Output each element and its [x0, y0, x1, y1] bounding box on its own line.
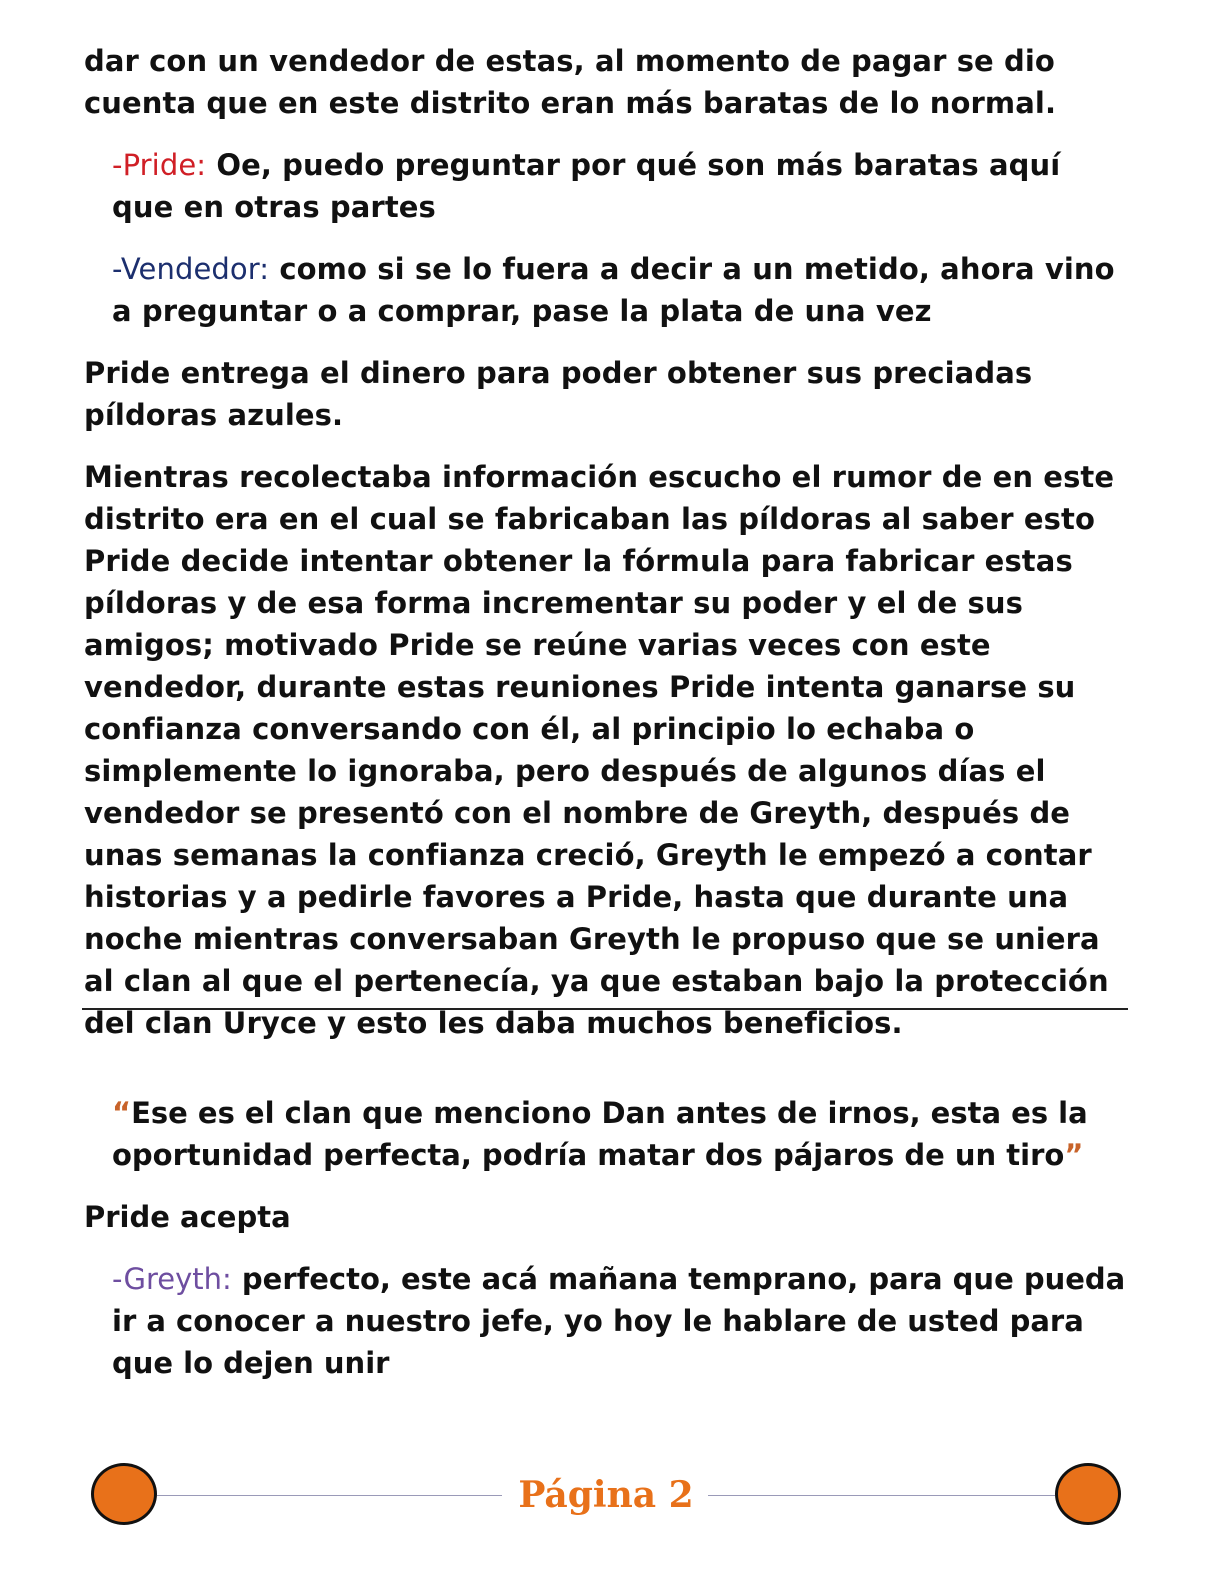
paragraph-narrative: Mientras recolectaba información escucho el rumor de en este distrito era en el cual se fabricaban las píldoras al saber esto Pride decide intentar obtener la fórmula para fabricar estas píldoras y de esa forma incrementar su poder y el de sus amigos; motivado Pride se reúne varias veces con este vendedor, durante estas reuniones Pride intenta ganarse su confianza conversando con él, al principio lo echaba o simplemente lo ignoraba, pero después de algunos días el vendedor se presentó con el nombre de Greyth, después de unas semanas la confianza creció, Greyth le empezó a contar historias y a pedirle favores a Pride, hasta que durante una noche mientras conversaban Greyth le propuso que se uniera al clan al que el pertenecía, ya que estaban bajo la protección del clan Uryce y esto les daba muchos beneficios.: [84, 460, 1115, 1040]
paragraph-payment: Pride entrega el dinero para poder obtener sus preciadas píldoras azules.: [84, 356, 1033, 432]
speaker-vendedor: -Vendedor:: [112, 252, 270, 286]
speaker-greyth: -Greyth:: [112, 1262, 232, 1296]
page-number: Página 2: [518, 1474, 694, 1516]
paragraph-accept: Pride acepta: [84, 1200, 291, 1234]
footer-line-left: [157, 1495, 502, 1496]
dialogue-pride: [112, 144, 1129, 228]
quote-text: Ese es el clan que menciono Dan antes de irnos, esta es la oportunidad perfecta, podría matar dos pájaros de un tiro: [112, 1096, 1088, 1172]
quote-open-mark: “: [112, 1096, 132, 1130]
dialogue-vendedor: [112, 248, 1129, 332]
page-body: [84, 40, 1129, 1064]
orange-circle-icon: [1055, 1463, 1121, 1525]
dialogue-pride-text: Oe, puedo preguntar por qué son más baratas aquí que en otras partes: [112, 148, 1061, 224]
thought-quote: [112, 1092, 1129, 1176]
paragraph-intro: dar con un vendedor de estas, al momento de pagar se dio cuenta que en este distrito eran más baratas de lo normal.: [84, 44, 1057, 120]
dialogue-greyth-text: perfecto, este acá mañana temprano, para que pueda ir a conocer a nuestro jefe, yo hoy le hablare de usted para que lo dejen unir: [112, 1262, 1126, 1380]
dialogue-vendedor-text: como si se lo fuera a decir a un metido, ahora vino a preguntar o a comprar, pase la plata de una vez: [112, 252, 1115, 328]
speaker-pride: -Pride:: [112, 148, 207, 182]
page-body-continued: [84, 1092, 1129, 1404]
section-divider: [82, 1008, 1128, 1010]
orange-circle-icon: [91, 1463, 157, 1525]
footer-line-right: [708, 1495, 1055, 1496]
quote-close-mark: ”: [1064, 1138, 1084, 1172]
dialogue-greyth: [112, 1258, 1129, 1384]
